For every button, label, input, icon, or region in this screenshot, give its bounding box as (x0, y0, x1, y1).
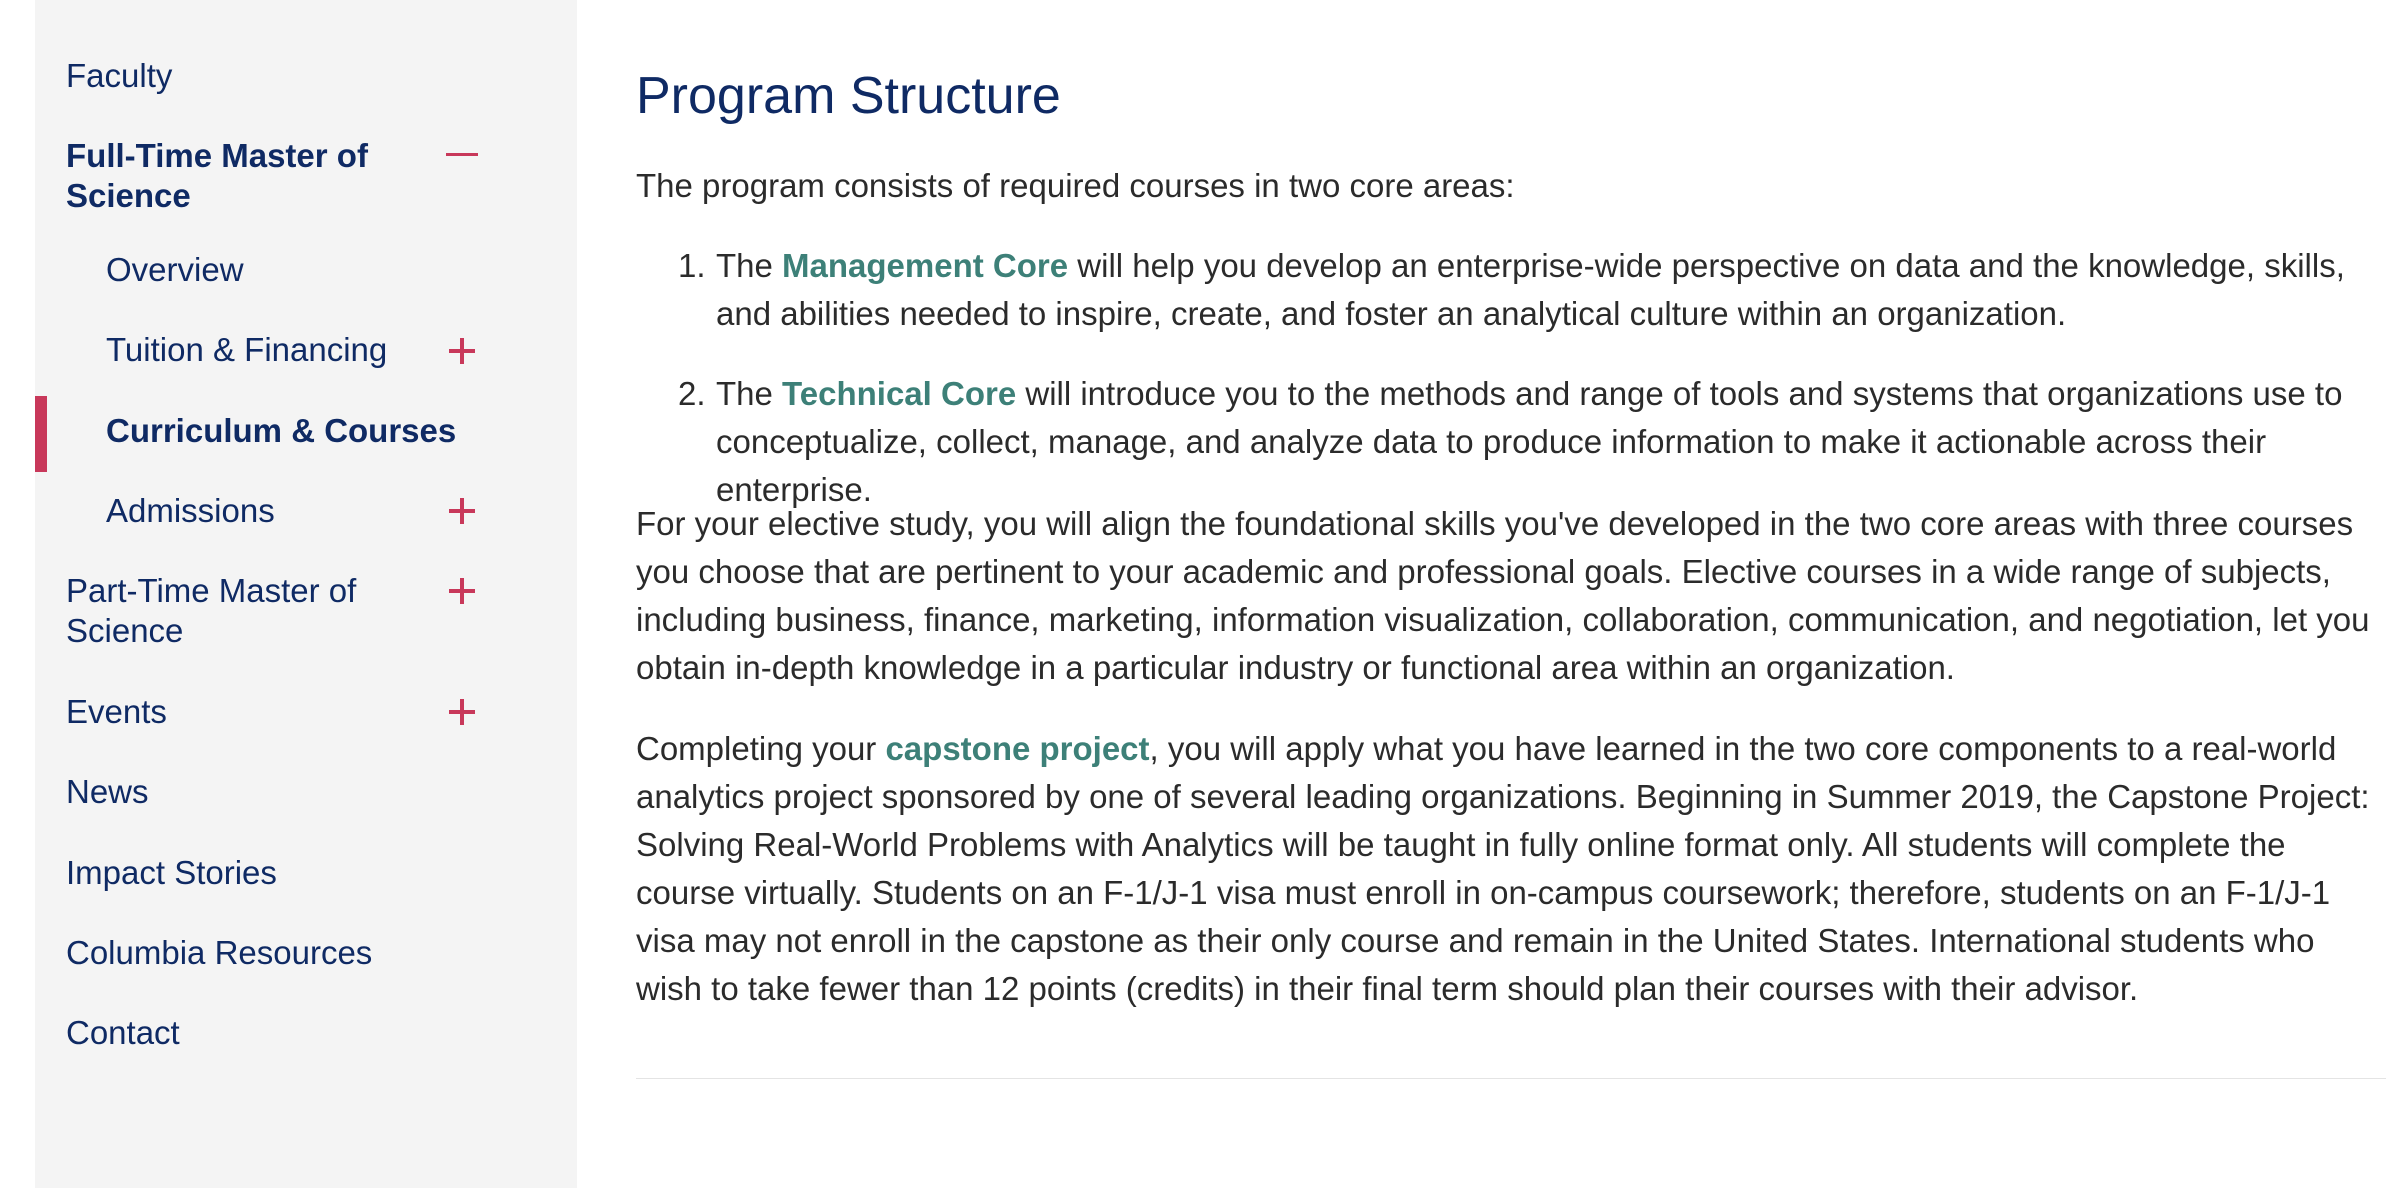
sidebar-item-columbia-resources[interactable]: Columbia Resources (66, 934, 373, 971)
sidebar-item-impact-stories[interactable]: Impact Stories (66, 854, 277, 891)
list-number: 1. (678, 247, 706, 284)
list-number: 2. (678, 375, 706, 412)
plus-icon[interactable] (445, 574, 479, 608)
core-text-before: The (716, 247, 783, 284)
capstone-text-after: , you will apply what you have learned in the two core components to a real-world analytics project sponsored by one of several leading organizations. Beginning in Summer 2019, the Capstone Project: Solving Real-World Problems with Analytics will be taught in fully online format only. All students will complete the course virtually. Students on an F-1/J-1 visa must enroll in on-campus coursework; therefore, students on an F-1/J-1 visa may not enroll in the capstone as their only course and remain in the United States. International students who wish to take fewer than 12 points (credits) in their final term should plan their courses with their advisor. (636, 730, 2370, 1007)
list-item (636, 370, 2386, 514)
plus-icon[interactable] (445, 494, 479, 528)
core-text-after: will introduce you to the methods and range of tools and systems that organizations use to conceptualize, collect, manage, and analyze data to produce information to make it actionable across their enterprise. (716, 375, 2343, 508)
sidebar-item-fulltime-ms[interactable]: Full-Time Master of Science (66, 137, 368, 214)
sidebar-item-curriculum[interactable]: Curriculum & Courses (106, 412, 457, 449)
divider (636, 1078, 2386, 1079)
sidebar-item-tuition[interactable]: Tuition & Financing (106, 331, 388, 368)
capstone-project-link[interactable]: capstone project (885, 730, 1150, 767)
active-indicator (35, 396, 47, 472)
capstone-paragraph (636, 725, 2386, 1013)
management-core-link[interactable]: Management Core (782, 247, 1069, 284)
sidebar-item-overview[interactable]: Overview (106, 251, 244, 288)
core-text-after: will help you develop an enterprise-wide perspective on data and the knowledge, skills, and abilities needed to inspire, create, and foster an analytical culture within an organization. (716, 247, 2345, 332)
plus-icon[interactable] (445, 334, 479, 368)
page-title: Program Structure (636, 67, 1061, 125)
sidebar-item-admissions[interactable]: Admissions (106, 492, 275, 529)
elective-paragraph: For your elective study, you will align the foundational skills you've developed in the two core areas with three courses you choose that are pertinent to your academic and professional goals. Elective courses in a wide range of subjects, including business, finance, marketing, information visualization, collaboration, communication, and negotiation, let you obtain in-depth knowledge in a particular industry or functional area within an organization. (636, 505, 2370, 686)
sidebar-item-events[interactable]: Events (66, 693, 167, 730)
minus-icon[interactable] (445, 138, 479, 172)
sidebar-item-parttime-ms[interactable]: Part-Time Master of Science (66, 572, 357, 649)
list-item (636, 242, 2386, 338)
sidebar-item-contact[interactable]: Contact (66, 1014, 180, 1051)
capstone-text-before: Completing your (636, 730, 886, 767)
intro-paragraph: The program consists of required courses in two core areas: (636, 167, 1515, 204)
sidebar-item-news[interactable]: News (66, 773, 149, 810)
sidebar-item-faculty[interactable]: Faculty (66, 57, 173, 94)
technical-core-link[interactable]: Technical Core (782, 375, 1017, 412)
core-text-before: The (716, 375, 783, 412)
plus-icon[interactable] (445, 695, 479, 729)
